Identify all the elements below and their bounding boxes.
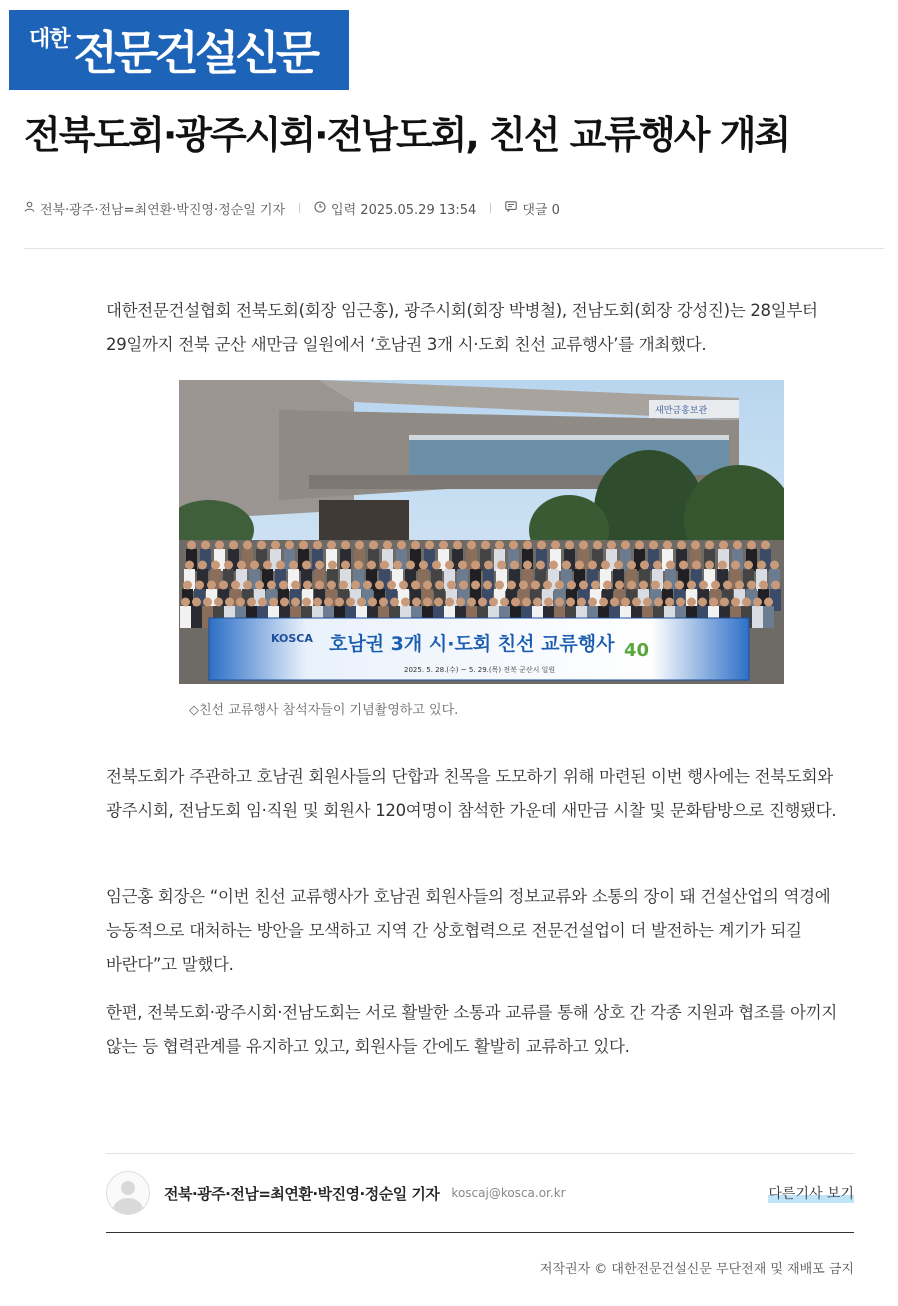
crowd-person-head — [489, 598, 498, 607]
group-photo-illustration — [179, 380, 784, 684]
crowd-person-head — [207, 581, 216, 590]
crowd-person-head — [214, 598, 223, 607]
crowd-person-head — [543, 581, 552, 590]
meta-divider — [490, 203, 491, 213]
crowd-person-head — [753, 598, 762, 607]
crowd-person-head — [731, 598, 740, 607]
crowd-person-head — [770, 561, 779, 570]
crowd-person-head — [665, 598, 674, 607]
crowd-person-head — [328, 561, 337, 570]
crowd-person-head — [497, 561, 506, 570]
crowd-person-head — [411, 581, 420, 590]
crowd-person-head — [453, 541, 462, 550]
crowd-person-head — [243, 581, 252, 590]
crowd-person-head — [471, 581, 480, 590]
crowd-person-head — [276, 561, 285, 570]
crowd-person-head — [327, 581, 336, 590]
crowd-person-head — [663, 541, 672, 550]
crowd-person-head — [565, 541, 574, 550]
crowd-person-head — [456, 598, 465, 607]
comment-icon — [505, 201, 517, 215]
crowd-person-head — [615, 581, 624, 590]
avatar-shoulders — [113, 1198, 143, 1215]
crowd-person-body — [180, 606, 191, 628]
meta-published — [314, 199, 476, 218]
crowd-person-head — [500, 598, 509, 607]
crowd-person-head — [302, 561, 311, 570]
crowd-person-head — [687, 581, 696, 590]
crowd-person-head — [257, 541, 266, 550]
crowd-person-head — [601, 561, 610, 570]
crowd-person-head — [666, 561, 675, 570]
photo-caption: ◇친선 교류행사 참석자들이 기념촬영하고 있다. — [189, 703, 459, 718]
article-paragraph-1: 대한전문건설협회 전북도회(회장 임근홍), 광주시회(회장 박병철), 전남도회(회장 강성진)는 28일부터 29일까지 전북 군산 새만금 일원에서 ‘호남권 3개 시·도회 친선 교류행사’를 개최했다. — [106, 301, 818, 354]
crowd-person-body — [752, 606, 763, 628]
crowd-person-head — [519, 581, 528, 590]
crowd-person-head — [187, 541, 196, 550]
crowd-person-head — [192, 598, 201, 607]
author-box — [106, 1170, 854, 1216]
article-paragraph-3: 임근홍 회장은 “이번 친선 교류행사가 호남권 회원사들의 정보교류와 소통의 장이 돼 건설산업의 역경에 능동적으로 대처하는 방안을 모색하고 지역 간 상호협력으로 전문건설업이 더 발전하는 계기가 되길 바란다”고 말했다. — [106, 887, 831, 974]
logo-big-text: 전문건설신문 — [73, 26, 317, 80]
crowd-person-head — [432, 561, 441, 570]
crowd-person-head — [423, 598, 432, 607]
crowd-person-head — [247, 598, 256, 607]
crowd-person-head — [263, 561, 272, 570]
crowd-person-head — [705, 541, 714, 550]
crowd-person-head — [621, 541, 630, 550]
crowd-person-head — [549, 561, 558, 570]
crowd-person-head — [566, 598, 575, 607]
crowd-person-head — [562, 561, 571, 570]
crowd-person-head — [243, 541, 252, 550]
crowd-person-head — [588, 598, 597, 607]
crowd-person-head — [627, 581, 636, 590]
avatar-head — [121, 1181, 135, 1195]
crowd-person-head — [393, 561, 402, 570]
crowd-person-head — [643, 598, 652, 607]
crowd-person-head — [720, 598, 729, 607]
crowd-person-head — [445, 598, 454, 607]
crowd-group — [180, 541, 781, 629]
crowd-person-head — [771, 581, 780, 590]
crowd-person-head — [313, 598, 322, 607]
person-icon — [24, 201, 35, 215]
crowd-person-head — [654, 598, 663, 607]
crowd-person-head — [632, 598, 641, 607]
crowd-person-head — [651, 581, 660, 590]
crowd-person-head — [471, 561, 480, 570]
crowd-person-head — [507, 581, 516, 590]
crowd-person-head — [399, 581, 408, 590]
crowd-person-head — [614, 561, 623, 570]
crowd-person-head — [639, 581, 648, 590]
crowd-person-head — [383, 541, 392, 550]
crowd-person-head — [285, 541, 294, 550]
crowd-person-head — [467, 541, 476, 550]
crowd-person-head — [588, 561, 597, 570]
banner-logo: KOSCA — [271, 632, 313, 645]
meta-author — [24, 199, 285, 218]
crowd-person-head — [255, 581, 264, 590]
crowd-person-head — [225, 598, 234, 607]
crowd-person-head — [495, 541, 504, 550]
crowd-person-head — [761, 541, 770, 550]
crowd-person-head — [537, 541, 546, 550]
meta-comments[interactable] — [505, 199, 560, 218]
crowd-person-head — [201, 541, 210, 550]
crowd-person-head — [653, 561, 662, 570]
crowd-person-head — [302, 598, 311, 607]
author-email[interactable]: koscaj@kosca.or.kr — [451, 1186, 566, 1200]
crowd-person-head — [215, 541, 224, 550]
crowd-person-head — [719, 541, 728, 550]
crowd-person-head — [757, 561, 766, 570]
crowd-person-head — [731, 561, 740, 570]
crowd-person-head — [219, 581, 228, 590]
crowd-person-head — [335, 598, 344, 607]
crowd-person-head — [511, 598, 520, 607]
crowd-person-head — [575, 561, 584, 570]
avatar — [106, 1171, 150, 1215]
crowd-person-head — [531, 581, 540, 590]
crowd-person-head — [267, 581, 276, 590]
crowd-person-head — [237, 561, 246, 570]
crowd-person-head — [203, 598, 212, 607]
crowd-person-head — [483, 581, 492, 590]
crowd-person-head — [271, 541, 280, 550]
crowd-person-head — [705, 561, 714, 570]
banner-title: 호남권 3개 시·도회 친선 교류행사 — [329, 633, 615, 655]
crowd-person-head — [211, 561, 220, 570]
crowd-person-head — [367, 561, 376, 570]
crowd-person-head — [355, 541, 364, 550]
crowd-person-head — [351, 581, 360, 590]
crowd-person-head — [747, 541, 756, 550]
crowd-person-head — [423, 581, 432, 590]
crowd-person-head — [687, 598, 696, 607]
other-articles-link[interactable]: 다른기사 보기 — [768, 1183, 854, 1203]
crowd-person-head — [369, 541, 378, 550]
crowd-person-head — [406, 561, 415, 570]
crowd-person-head — [375, 581, 384, 590]
crowd-person-head — [536, 561, 545, 570]
header-divider — [24, 248, 884, 249]
crowd-person-head — [279, 581, 288, 590]
building-sign: 새만금홍보관 — [655, 406, 708, 416]
crowd-person-head — [640, 561, 649, 570]
crowd-person-head — [315, 581, 324, 590]
crowd-person-head — [635, 541, 644, 550]
crowd-person-body — [763, 606, 774, 628]
crowd-person-head — [579, 541, 588, 550]
footer-divider — [106, 1232, 854, 1233]
crowd-person-head — [459, 581, 468, 590]
crowd-person-head — [478, 598, 487, 607]
crowd-person-head — [341, 541, 350, 550]
crowd-person-head — [523, 561, 532, 570]
crowd-person-head — [509, 541, 518, 550]
crowd-person-head — [709, 598, 718, 607]
crowd-person-head — [718, 561, 727, 570]
crowd-person-head — [577, 598, 586, 607]
crowd-person-head — [315, 561, 324, 570]
crowd-person-head — [327, 541, 336, 550]
crowd-person-head — [676, 598, 685, 607]
crowd-person-head — [224, 561, 233, 570]
crowd-person-head — [258, 598, 267, 607]
crowd-person-head — [291, 581, 300, 590]
crowd-person-head — [401, 598, 410, 607]
article-photo[interactable] — [179, 380, 784, 684]
crowd-person-head — [699, 581, 708, 590]
crowd-person-head — [555, 581, 564, 590]
crowd-person-head — [280, 598, 289, 607]
crowd-person-head — [195, 581, 204, 590]
crowd-person-head — [679, 561, 688, 570]
article-paragraph-4: 한편, 전북도회·광주시회·전남도회는 서로 활발한 소통과 교류를 통해 상호 간 각종 지원과 협조를 아끼지 않는 등 협력관계를 유지하고 있고, 회원사들 간에도 활발히 교류하고 있다. — [106, 1003, 838, 1056]
crowd-person-head — [411, 541, 420, 550]
copyright-notice: 저작권자 © 대한전문건설신문 무단전재 및 재배포 금지 — [539, 1262, 854, 1277]
crowd-person-head — [733, 541, 742, 550]
crowd-person-head — [434, 598, 443, 607]
crowd-person-head — [544, 598, 553, 607]
crowd-person-head — [387, 581, 396, 590]
crowd-person-head — [379, 598, 388, 607]
crowd-person-head — [677, 541, 686, 550]
crowd-person-head — [649, 541, 658, 550]
crowd-person-head — [229, 541, 238, 550]
author-name: 전북·광주·전남=최연환·박진영·정순일 기자 — [164, 1184, 440, 1203]
crowd-person-head — [341, 561, 350, 570]
crowd-person-head — [269, 598, 278, 607]
crowd-person-head — [313, 541, 322, 550]
meta-comments-text: 댓글 0 — [522, 202, 560, 218]
crowd-person-head — [759, 581, 768, 590]
crowd-person-head — [458, 561, 467, 570]
crowd-person-head — [354, 561, 363, 570]
crowd-person-head — [390, 598, 399, 607]
crowd-person-head — [723, 581, 732, 590]
crowd-person-head — [250, 561, 259, 570]
crowd-person-head — [368, 598, 377, 607]
crowd-person-head — [510, 561, 519, 570]
crowd-person-head — [363, 581, 372, 590]
crowd-person-head — [610, 598, 619, 607]
crowd-person-head — [742, 598, 751, 607]
crowd-person-head — [711, 581, 720, 590]
crowd-person-head — [236, 598, 245, 607]
crowd-person-head — [747, 581, 756, 590]
crowd-person-head — [324, 598, 333, 607]
crowd-person-head — [447, 581, 456, 590]
crowd-person-head — [481, 541, 490, 550]
crowd-person-head — [339, 581, 348, 590]
crowd-person-head — [435, 581, 444, 590]
crowd-person-head — [425, 541, 434, 550]
article-title: 전북도회·광주시회·전남도회, 친선 교류행사 개최 — [24, 113, 790, 157]
crowd-person-head — [744, 561, 753, 570]
crowd-person-head — [231, 581, 240, 590]
crowd-person-head — [764, 598, 773, 607]
author-divider — [106, 1153, 854, 1154]
crowd-person-head — [698, 598, 707, 607]
crowd-person-head — [579, 581, 588, 590]
crowd-person-head — [603, 581, 612, 590]
crowd-person-head — [445, 561, 454, 570]
clock-icon — [314, 201, 326, 216]
crowd-person-head — [419, 561, 428, 570]
crowd-person-head — [621, 598, 630, 607]
crowd-person-head — [599, 598, 608, 607]
crowd-person-head — [567, 581, 576, 590]
crowd-person-head — [467, 598, 476, 607]
crowd-person-head — [627, 561, 636, 570]
crowd-person-head — [607, 541, 616, 550]
crowd-person-head — [299, 541, 308, 550]
crowd-person-head — [303, 581, 312, 590]
banner-badge: 40 — [624, 640, 650, 661]
crowd-person-head — [439, 541, 448, 550]
crowd-person-head — [555, 598, 564, 607]
banner-date: 2025. 5. 28.(수) ~ 5. 29.(목) 전북 군산시 일원 — [404, 666, 556, 674]
crowd-person-head — [675, 581, 684, 590]
meta-divider — [299, 203, 300, 213]
crowd-person-head — [412, 598, 421, 607]
crowd-person-head — [484, 561, 493, 570]
crowd-person-head — [291, 598, 300, 607]
meta-published-text: 입력 2025.05.29 13:54 — [331, 202, 477, 218]
meta-author-text: 전북·광주·전남=최연환·박진영·정순일 기자 — [40, 202, 286, 218]
crowd-person-head — [691, 541, 700, 550]
crowd-person-head — [533, 598, 542, 607]
crowd-person-head — [346, 598, 355, 607]
crowd-person-head — [735, 581, 744, 590]
crowd-person-head — [397, 541, 406, 550]
crowd-person-head — [289, 561, 298, 570]
crowd-person-head — [198, 561, 207, 570]
crowd-person-head — [495, 581, 504, 590]
crowd-person-head — [523, 541, 532, 550]
crowd-person-head — [183, 581, 192, 590]
crowd-person-head — [380, 561, 389, 570]
site-logo[interactable] — [9, 10, 349, 90]
crowd-person-head — [357, 598, 366, 607]
article-paragraph-2: 전북도회가 주관하고 호남권 회원사들의 단합과 친목을 도모하기 위해 마련된 이번 행사에는 전북도회와 광주시회, 전남도회 임·직원 및 회원사 120여명이 참석한 가운데 새만금 시찰 및 문화탐방으로 진행됐다. — [106, 767, 837, 820]
crowd-person-head — [593, 541, 602, 550]
crowd-person-head — [181, 598, 190, 607]
crowd-person-head — [692, 561, 701, 570]
crowd-person-head — [591, 581, 600, 590]
crowd-person-head — [185, 561, 194, 570]
logo-small-text: 대한 — [29, 26, 70, 52]
crowd-person-head — [522, 598, 531, 607]
crowd-person-head — [551, 541, 560, 550]
crowd-person-head — [663, 581, 672, 590]
article-meta — [24, 198, 884, 218]
crowd-person-body — [191, 606, 202, 628]
